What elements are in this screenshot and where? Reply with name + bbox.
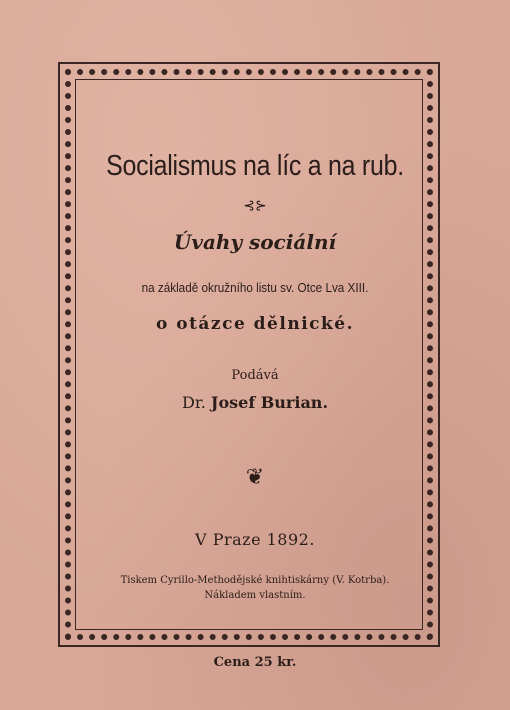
author-line: [0, 393, 510, 412]
floral-ornament-icon: ❦: [245, 465, 265, 490]
basis-line: na základě okružního listu sv. Otce Lva XIII.: [141, 280, 369, 295]
price-label: Cena 25 kr.: [213, 655, 297, 670]
cover-subtitle: Úvahy sociální: [173, 230, 337, 254]
author-prefix: Dr.: [181, 393, 206, 412]
topic-line: o otázce dělnické.: [155, 314, 355, 334]
presented-by: Podává: [231, 368, 279, 383]
publisher-line: Nákladem vlastním.: [204, 590, 306, 601]
cover-title: Socialismus na líc a na rub.: [106, 150, 404, 182]
printer-line: Tiskem Cyrillo-Methodějské knihtiskárny (V. Kotrba).: [120, 575, 390, 586]
author-name: Josef Burian.: [210, 393, 329, 412]
place-year: V Praze 1892.: [195, 530, 315, 549]
flourish-ornament-icon: ⊰⊱: [243, 198, 267, 214]
